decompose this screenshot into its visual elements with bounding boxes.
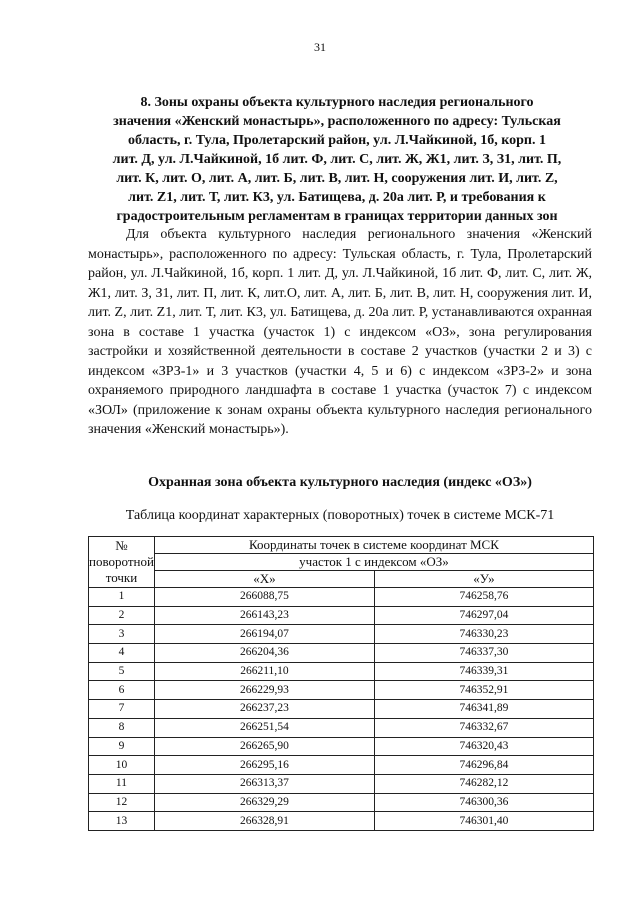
page-number: 31 xyxy=(314,40,326,54)
table-row xyxy=(89,700,594,719)
header-section: участок 1 с индексом «ОЗ» xyxy=(154,554,593,571)
section-heading xyxy=(92,93,582,226)
subheading: Охранная зона объекта культурного наследия (индекс «ОЗ») xyxy=(148,475,532,490)
x-coordinate-cell: 266295,16 xyxy=(154,756,374,775)
point-number-cell: 11 xyxy=(89,774,155,793)
x-coordinate-cell: 266251,54 xyxy=(154,718,374,737)
x-coordinate-cell: 266143,23 xyxy=(154,606,374,625)
header-point-number-line: поворотной xyxy=(89,554,154,569)
table-body xyxy=(89,588,594,831)
header-x: «X» xyxy=(154,571,374,588)
header-y: «У» xyxy=(374,571,593,588)
table-row xyxy=(89,774,594,793)
x-coordinate-cell: 266229,93 xyxy=(154,681,374,700)
table-row xyxy=(89,588,594,607)
table-row xyxy=(89,681,594,700)
y-coordinate-cell: 746337,30 xyxy=(374,644,593,663)
table-row xyxy=(89,718,594,737)
point-number-cell: 8 xyxy=(89,718,155,737)
point-number-cell: 13 xyxy=(89,812,155,831)
table-row xyxy=(89,606,594,625)
y-coordinate-cell: 746320,43 xyxy=(374,737,593,756)
table-caption: Таблица координат характерных (поворотных) точек в системе МСК-71 xyxy=(125,508,555,523)
header-point-number-line: № xyxy=(115,538,128,553)
point-number-cell: 9 xyxy=(89,737,155,756)
y-coordinate-cell: 746301,40 xyxy=(374,812,593,831)
body-text xyxy=(88,225,592,440)
x-coordinate-cell: 266313,37 xyxy=(154,774,374,793)
x-coordinate-cell: 266265,90 xyxy=(154,737,374,756)
point-number-cell: 12 xyxy=(89,793,155,812)
table-row xyxy=(89,793,594,812)
y-coordinate-cell: 746339,31 xyxy=(374,662,593,681)
x-coordinate-cell: 266211,10 xyxy=(154,662,374,681)
table-row xyxy=(89,644,594,663)
x-coordinate-cell: 266328,91 xyxy=(154,812,374,831)
point-number-cell: 7 xyxy=(89,700,155,719)
y-coordinate-cell: 746341,89 xyxy=(374,700,593,719)
body-paragraph: Для объекта культурного наследия регионального значения «Женский монастырь», расположенного по адресу: Тульская область, г. Тула, Пролетарский район, ул. Л.Чайкиной, 1б, корп. 1 лит. Д, ул. Л.Чайкиной, 1б лит. Ф, лит. С, лит. Ж, Ж1, лит. З, З1, лит. П, лит. К, лит.О, лит. А, лит. Б, лит. В, лит. Н, сооружения лит. И, лит. Z, лит. Z1, лит. Т, лит. К3, ул. Батищева, д. 20а лит. Р, устанавливаются охранная зона в составе 1 участка (участок 1) с индексом «ОЗ», зона регулирования застройки и хозяйственной деятельности в составе 2 участков (участки 2 и 3) с индексом «ЗРЗ-1» и 3 участков (участки 4, 5 и 6) с индексом «ЗРЗ-2» и зона охраняемого природного ландшафта в составе 1 участка (участок 7) с индексом «ЗОЛ» (приложение к зонам охраны объекта культурного наследия регионального значения «Женский монастырь»). xyxy=(88,227,592,437)
x-coordinate-cell: 266237,23 xyxy=(154,700,374,719)
table-row xyxy=(89,756,594,775)
point-number-cell: 6 xyxy=(89,681,155,700)
heading-line: значения «Женский монастырь», расположенного по адресу: Тульская xyxy=(113,114,561,129)
table-row xyxy=(89,737,594,756)
x-coordinate-cell: 266329,29 xyxy=(154,793,374,812)
header-point-number xyxy=(89,537,155,588)
y-coordinate-cell: 746300,36 xyxy=(374,793,593,812)
y-coordinate-cell: 746258,76 xyxy=(374,588,593,607)
point-number-cell: 3 xyxy=(89,625,155,644)
table-row xyxy=(89,662,594,681)
header-coordinates: Координаты точек в системе координат МСК xyxy=(154,537,593,554)
y-coordinate-cell: 746330,23 xyxy=(374,625,593,644)
y-coordinate-cell: 746352,91 xyxy=(374,681,593,700)
heading-line: 8. Зоны охраны объекта культурного наследия регионального xyxy=(140,95,534,110)
table-row xyxy=(89,625,594,644)
table-row xyxy=(89,812,594,831)
point-number-cell: 2 xyxy=(89,606,155,625)
point-number-cell: 1 xyxy=(89,588,155,607)
coordinates-table xyxy=(88,536,594,831)
y-coordinate-cell: 746296,84 xyxy=(374,756,593,775)
heading-line: область, г. Тула, Пролетарский район, ул. Л.Чайкиной, 1б, корп. 1 xyxy=(128,133,546,148)
x-coordinate-cell: 266194,07 xyxy=(154,625,374,644)
point-number-cell: 5 xyxy=(89,662,155,681)
point-number-cell: 10 xyxy=(89,756,155,775)
y-coordinate-cell: 746332,67 xyxy=(374,718,593,737)
y-coordinate-cell: 746282,12 xyxy=(374,774,593,793)
x-coordinate-cell: 266088,75 xyxy=(154,588,374,607)
point-number-cell: 4 xyxy=(89,644,155,663)
heading-line: лит. Д, ул. Л.Чайкиной, 1б лит. Ф, лит. С, лит. Ж, Ж1, лит. З, З1, лит. П, xyxy=(112,152,562,167)
heading-line: лит. Z1, лит. Т, лит. К3, ул. Батищева, д. 20а лит. Р, и требования к xyxy=(128,190,546,205)
heading-line: градостроительным регламентам в границах территории данных зон xyxy=(116,209,558,224)
y-coordinate-cell: 746297,04 xyxy=(374,606,593,625)
header-point-number-line: точки xyxy=(105,570,138,585)
x-coordinate-cell: 266204,36 xyxy=(154,644,374,663)
heading-line: лит. К, лит. О, лит. А, лит. Б, лит. В, лит. Н, сооружения лит. И, лит. Z, xyxy=(116,171,558,186)
